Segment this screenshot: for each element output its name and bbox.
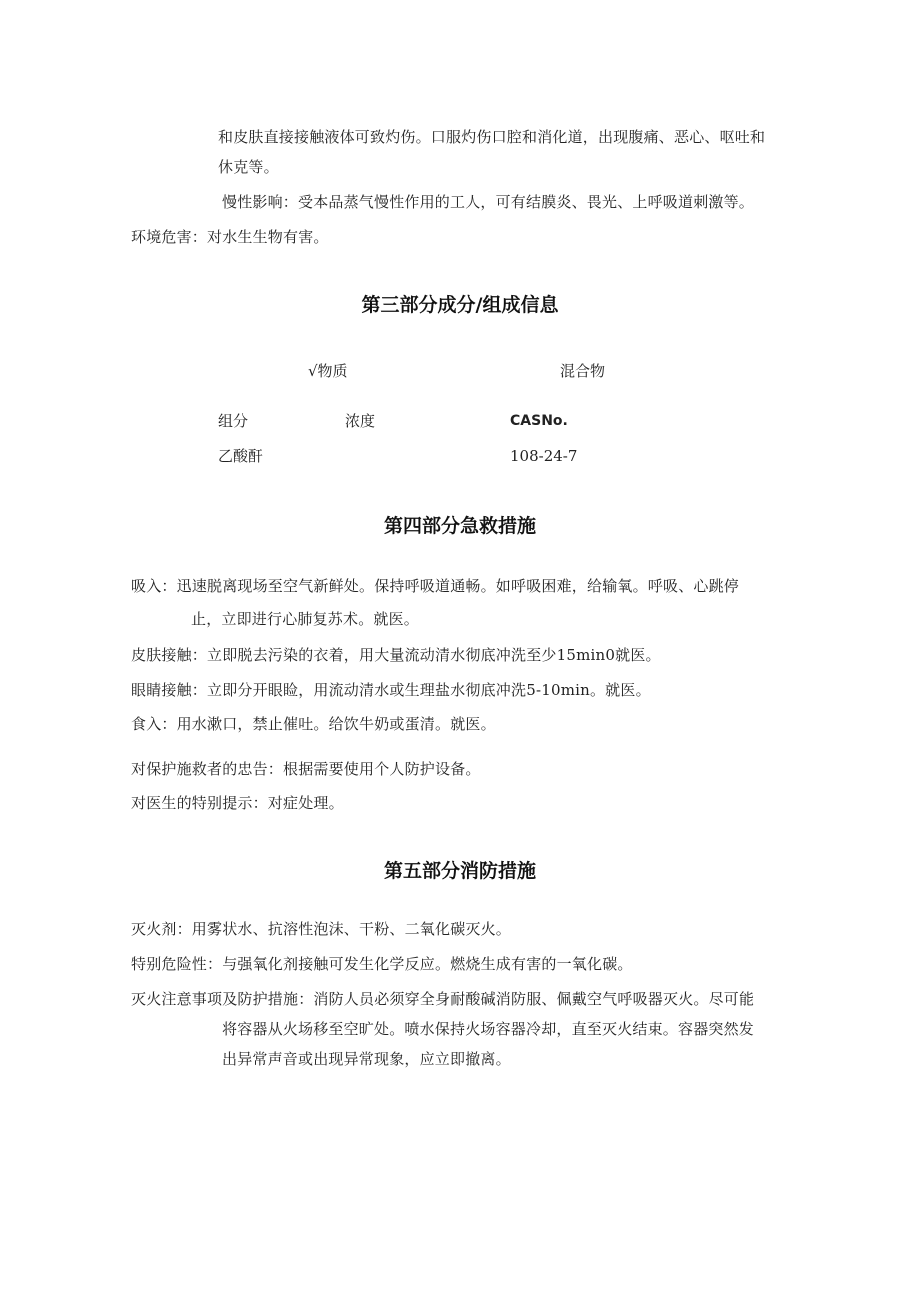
doctor-note-text: 对医生的特别提示：对症处理。 (131, 794, 344, 812)
inhalation-text-line2: 止，立即进行心肺复苏术。就医。 (191, 610, 420, 628)
section5-title: 第五部分消防措施 (383, 860, 536, 882)
component-name: 乙酸酐 (218, 447, 264, 465)
firefighting-precautions-line1: 灭火注意事项及防护措施：消防人员必须穿全身耐酸碱消防服、佩戴空气呼吸器灭火。尽可能 (131, 990, 755, 1008)
ingestion-aid-text: 食入：用水漱口，禁止催吐。给饮牛奶或蛋清。就医。 (131, 715, 496, 733)
component-cas-number: 108-24-7 (510, 447, 578, 465)
skin-contact-aid-text: 皮肤接触：立即脱去污染的衣着，用大量流动清水彻底冲洗至少15min0就医。 (131, 646, 661, 664)
mixture-label: 混合物 (560, 362, 606, 380)
chronic-effects-text: 慢性影响：受本品蒸气慢性作用的工人，可有结膜炎、畏光、上呼吸道刺激等。 (222, 193, 755, 211)
skin-contact-text-line2: 休克等。 (218, 158, 279, 176)
eye-contact-aid-text: 眼睛接触：立即分开眼睑，用流动清水或生理盐水彻底冲洗5-10min。就医。 (131, 681, 651, 699)
table-header-concentration: 浓度 (345, 412, 376, 430)
extinguishing-media-text: 灭火剂：用雾状水、抗溶性泡沫、干粉、二氧化碳灭火。 (131, 920, 512, 938)
substance-checkbox-label: √物质 (308, 362, 348, 380)
section4-title: 第四部分急救措施 (383, 515, 536, 537)
firefighting-precautions-line3: 出异常声音或出现异常现象，应立即撤离。 (222, 1050, 511, 1068)
rescuer-advice-text: 对保护施救者的忠告：根据需要使用个人防护设备。 (131, 760, 481, 778)
skin-contact-text-line1: 和皮肤直接接触液体可致灼伤。口服灼伤口腔和消化道，出现腹痛、恶心、呕吐和 (218, 128, 766, 146)
firefighting-precautions-line2: 将容器从火场移至空旷处。喷水保持火场容器冷却，直至灭火结束。容器突然发 (222, 1020, 755, 1038)
section3-title: 第三部分成分/组成信息 (361, 294, 559, 316)
table-header-cas: CASNo. (510, 413, 568, 429)
special-hazard-text: 特别危险性：与强氧化剂接触可发生化学反应。燃烧生成有害的一氧化碳。 (131, 955, 633, 973)
inhalation-text-line1: 吸入：迅速脱离现场至空气新鲜处。保持呼吸道通畅。如呼吸困难，给输氧。呼吸、心跳停 (131, 577, 740, 595)
table-header-component: 组分 (218, 412, 249, 430)
environmental-hazard-text: 环境危害：对水生生物有害。 (131, 228, 329, 246)
